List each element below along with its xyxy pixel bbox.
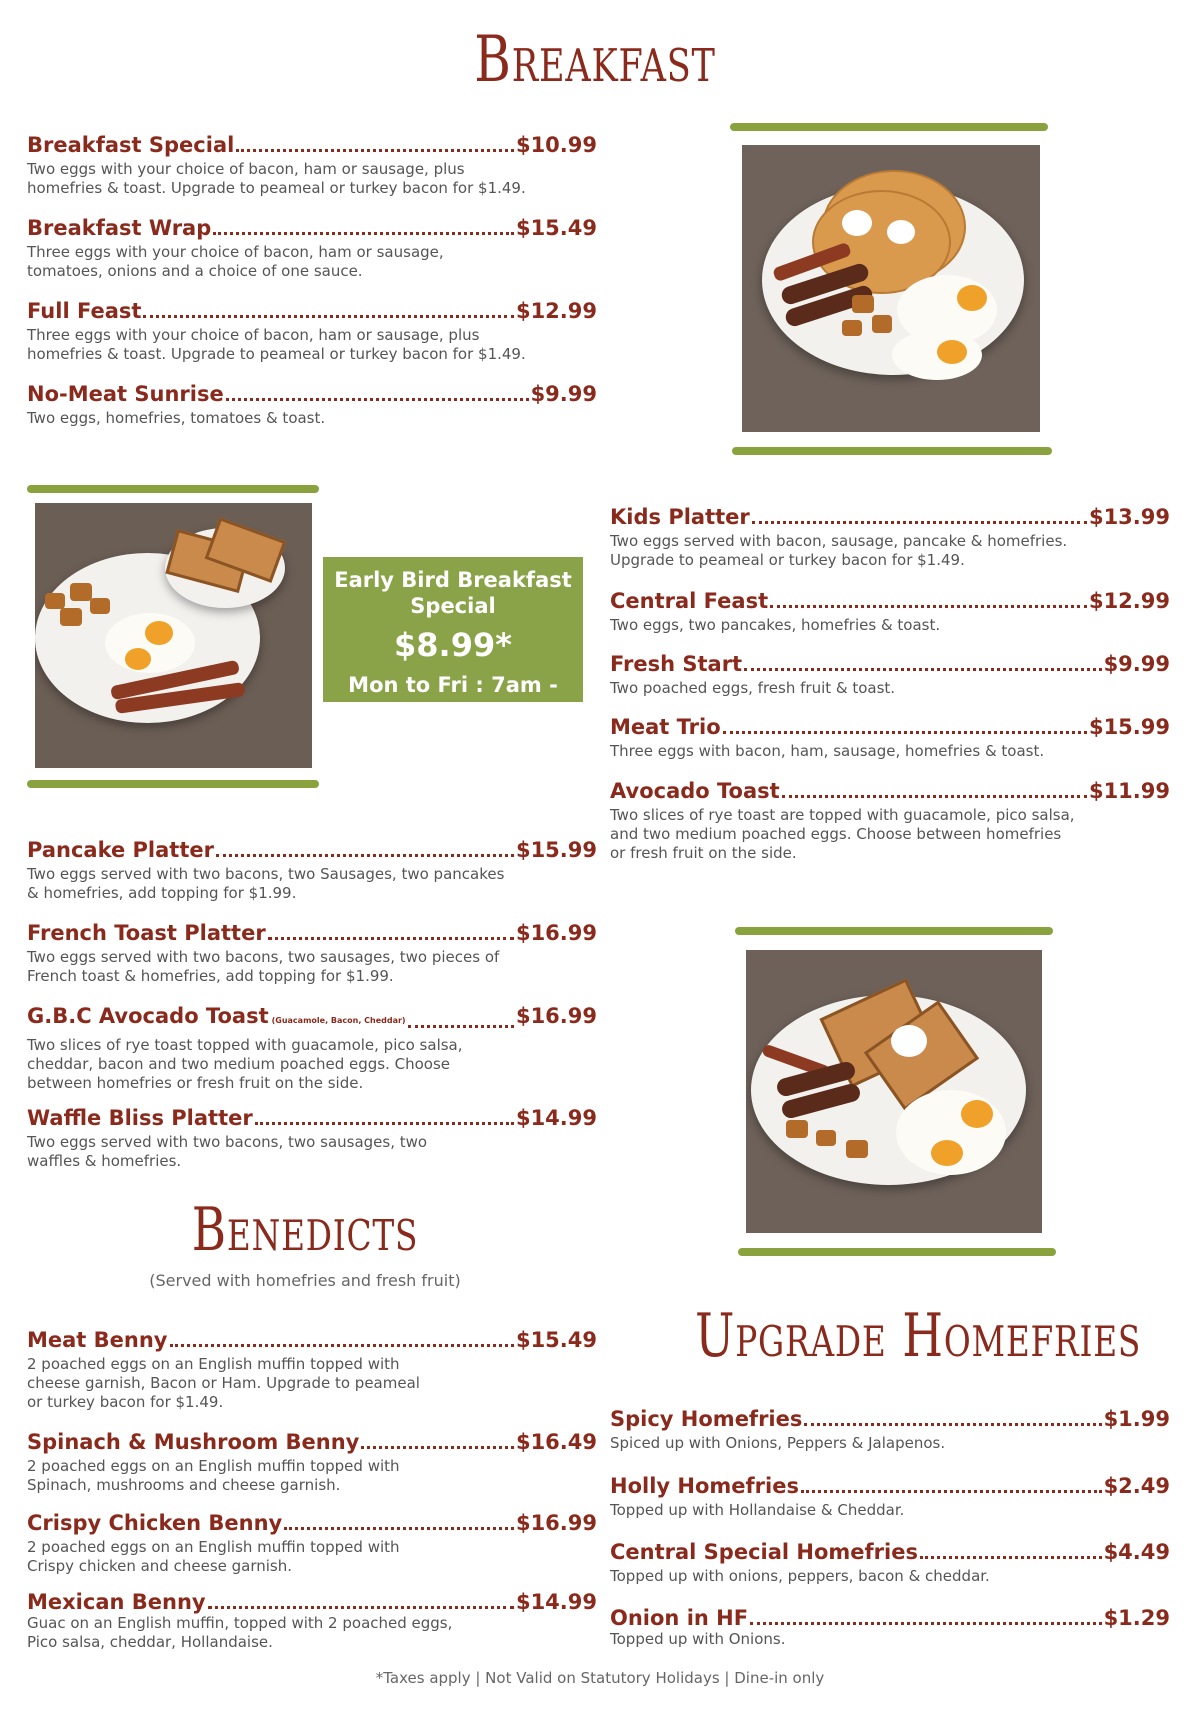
promo-hours: Mon to Fri : 7am - 9am: [348, 673, 558, 725]
item-name: Holly Homefries: [610, 1474, 799, 1498]
egg-yolk: [931, 1140, 963, 1166]
fried-egg: [105, 613, 195, 673]
homefries: [45, 593, 65, 609]
item-description: Three eggs with your choice of bacon, ham or sausage, plus homefries & toast. Upgrade to peameal or turkey bacon for $1.49.: [27, 326, 526, 363]
item-price: $2.49: [1103, 1474, 1170, 1498]
leader-dots: [284, 1527, 514, 1530]
item-name: French Toast Platter: [27, 921, 266, 945]
item-price: $13.99: [1088, 505, 1170, 529]
item-name: Mexican Benny: [27, 1590, 206, 1614]
item-description: Two eggs served with two bacons, two Sausages, two pancakes & homefries, add topping for $1.99.: [27, 865, 505, 902]
item-description: Three eggs with bacon, ham, sausage, homefries & toast.: [610, 742, 1045, 760]
whipped-cream: [891, 1025, 927, 1057]
egg-yolk: [125, 648, 151, 670]
green-brush-stroke: [730, 123, 1048, 131]
item-price: $16.99: [515, 1511, 597, 1535]
green-brush-stroke: [27, 485, 319, 493]
item-description: Two eggs served with two bacons, two sausages, two waffles & homefries.: [27, 1133, 428, 1170]
early-bird-promo: [323, 557, 583, 725]
item-description: Two eggs served with two bacons, two sausages, two pieces of French toast & homefries, add topping for $1.99.: [27, 948, 500, 985]
upgrade-homefries-title: Upgrade Homefries: [695, 1301, 1142, 1371]
menu-item: [610, 1474, 1170, 1520]
homefries: [90, 598, 110, 614]
leader-dots: [170, 1344, 514, 1347]
item-name: Pancake Platter: [27, 838, 214, 862]
egg-yolk: [957, 285, 987, 311]
menu-item: [27, 1004, 597, 1093]
item-name: Waffle Bliss Platter: [27, 1106, 253, 1130]
item-description: Three eggs with your choice of bacon, ham or sausage, tomatoes, onions and a choice of one sauce.: [27, 243, 444, 280]
egg-yolk: [145, 621, 173, 645]
item-name: Kids Platter: [610, 505, 750, 529]
leader-dots: [408, 1025, 514, 1028]
footer-disclaimer: *Taxes apply | Not Valid on Statutory Holidays | Dine-in only: [375, 1669, 825, 1687]
item-name: Avocado Toast: [610, 779, 780, 803]
breakfast-title: Breakfast: [474, 23, 716, 97]
benedicts-note: (Served with homefries and fresh fruit): [149, 1271, 461, 1290]
egg-yolk: [937, 340, 967, 364]
item-description: 2 poached eggs on an English muffin topped with Spinach, mushrooms and cheese garnish.: [27, 1457, 400, 1494]
item-price: $12.99: [515, 299, 597, 323]
item-price: $9.99: [530, 382, 597, 406]
item-name: Meat Benny: [27, 1328, 168, 1352]
item-name: Spinach & Mushroom Benny: [27, 1430, 360, 1454]
homefries: [786, 1120, 808, 1138]
item-price: $16.49: [515, 1430, 597, 1454]
item-price: $10.99: [515, 133, 597, 157]
item-description: 2 poached eggs on an English muffin topped with cheese garnish, Bacon or Ham. Upgrade to peameal or turkey bacon for $1.49.: [27, 1355, 420, 1411]
item-name: Central Special Homefries: [610, 1540, 918, 1564]
green-brush-stroke: [732, 447, 1052, 455]
item-price: $16.99: [515, 1004, 597, 1028]
menu-item: [610, 652, 1170, 698]
leader-dots: [208, 1606, 514, 1609]
item-price: $15.49: [515, 216, 597, 240]
item-price: $15.49: [515, 1328, 597, 1352]
homefries: [816, 1130, 836, 1146]
benedicts-title: Benedicts: [191, 1195, 419, 1265]
item-price: $14.99: [515, 1106, 597, 1130]
item-price: $16.99: [515, 921, 597, 945]
leader-dots: [236, 149, 514, 152]
green-brush-stroke: [27, 780, 319, 788]
leader-dots: [804, 1423, 1101, 1426]
homefries: [60, 608, 82, 626]
leader-dots: [750, 1622, 1101, 1625]
eggs-bacon-toast-homefries-photo: [35, 503, 312, 768]
menu-item: [610, 1606, 1170, 1649]
leader-dots: [801, 1490, 1102, 1493]
item-description: Two eggs served with bacon, sausage, pancake & homefries. Upgrade to peameal or turkey bacon for $1.49.: [610, 532, 1068, 569]
menu-item: [27, 1511, 597, 1576]
item-description: Two eggs, homefries, tomatoes & toast.: [27, 409, 326, 427]
homefries: [872, 315, 892, 333]
leader-dots: [216, 854, 514, 857]
menu-item: [610, 505, 1170, 570]
item-name: Breakfast Wrap: [27, 216, 212, 240]
item-description: Topped up with onions, peppers, bacon & cheddar.: [610, 1567, 990, 1585]
homefries: [842, 320, 862, 336]
item-description: Two poached eggs, fresh fruit & toast.: [610, 679, 896, 697]
menu-item: [27, 216, 597, 281]
item-description: 2 poached eggs on an English muffin topped with Crispy chicken and cheese garnish.: [27, 1538, 400, 1575]
menu-item: [610, 779, 1170, 863]
pancakes-eggs-bacon-sausage-photo: [742, 145, 1040, 432]
item-name: Full Feast: [27, 299, 142, 323]
item-description: Two eggs with your choice of bacon, ham or sausage, plus homefries & toast. Upgrade to peameal or turkey bacon for $1.49.: [27, 160, 526, 197]
item-price: $1.99: [1103, 1407, 1170, 1431]
leader-dots: [770, 605, 1087, 608]
item-name: Fresh Start: [610, 652, 743, 676]
menu-item: [610, 589, 1170, 635]
item-name: Crispy Chicken Benny: [27, 1511, 283, 1535]
menu-item: [27, 1590, 597, 1652]
green-brush-stroke: [735, 927, 1053, 935]
leader-dots: [255, 1122, 514, 1125]
item-name: Onion in HF: [610, 1606, 749, 1630]
item-price: $14.99: [515, 1590, 597, 1614]
menu-item: [27, 1430, 597, 1495]
menu-item: [27, 133, 597, 198]
item-description: Two slices of rye toast are topped with guacamole, pico salsa, and two medium poached eggs. Choose between homefries or fresh fruit on the side.: [610, 806, 1075, 862]
leader-dots: [920, 1556, 1102, 1559]
menu-item: [27, 1106, 597, 1171]
item-price: $15.99: [515, 838, 597, 862]
leader-dots: [723, 731, 1087, 734]
promo-price: $8.99*: [394, 626, 512, 664]
item-name: Spicy Homefries: [610, 1407, 803, 1431]
leader-dots: [226, 398, 529, 401]
item-name: G.B.C Avocado Toast: [27, 1004, 269, 1028]
item-name: Central Feast: [610, 589, 769, 613]
homefries: [846, 1140, 868, 1158]
item-description: Two eggs, two pancakes, homefries & toast.: [610, 616, 941, 634]
menu-item: [27, 382, 597, 428]
item-price: $1.29: [1103, 1606, 1170, 1630]
leader-dots: [213, 232, 514, 235]
leader-dots: [782, 795, 1087, 798]
item-description: Topped up with Onions.: [610, 1630, 786, 1648]
leader-dots: [268, 937, 514, 940]
menu-item: [27, 1328, 597, 1412]
menu-item: [27, 838, 597, 903]
homefries: [852, 295, 874, 313]
leader-dots: [361, 1446, 514, 1449]
item-price: $12.99: [1088, 589, 1170, 613]
item-price: $4.49: [1103, 1540, 1170, 1564]
leader-dots: [143, 315, 514, 318]
menu-item: [27, 921, 597, 986]
menu-item: [27, 299, 597, 364]
item-description: Spiced up with Onions, Peppers & Jalapenos.: [610, 1434, 946, 1452]
item-price: $11.99: [1088, 779, 1170, 803]
item-name: No-Meat Sunrise: [27, 382, 224, 406]
item-name: Breakfast Special: [27, 133, 235, 157]
whipped-cream: [842, 210, 872, 236]
menu-item: [610, 1407, 1170, 1453]
item-price: $15.99: [1088, 715, 1170, 739]
menu-item: [610, 715, 1170, 761]
leader-dots: [752, 521, 1087, 524]
item-description: Two slices of rye toast topped with guacamole, pico salsa, cheddar, bacon and two medium poached eggs. Choose between homefries or fresh fruit on the side.: [27, 1036, 463, 1092]
item-description: Guac on an English muffin, topped with 2 poached eggs, Pico salsa, cheddar, Hollandaise.: [27, 1614, 453, 1651]
whipped-cream: [887, 220, 915, 244]
item-name-note: (Guacamole, Bacon, Cheddar): [271, 1016, 406, 1025]
promo-title: Early Bird Breakfast Special: [334, 568, 572, 618]
egg-yolk: [961, 1100, 993, 1128]
french-toast-eggs-sausage-photo: [746, 950, 1042, 1233]
homefries: [70, 583, 92, 601]
item-description: Topped up with Hollandaise & Cheddar.: [610, 1501, 905, 1519]
item-price: $9.99: [1103, 652, 1170, 676]
menu-item: [610, 1540, 1170, 1586]
green-brush-stroke: [738, 1248, 1056, 1256]
item-name: Meat Trio: [610, 715, 721, 739]
leader-dots: [744, 668, 1101, 671]
